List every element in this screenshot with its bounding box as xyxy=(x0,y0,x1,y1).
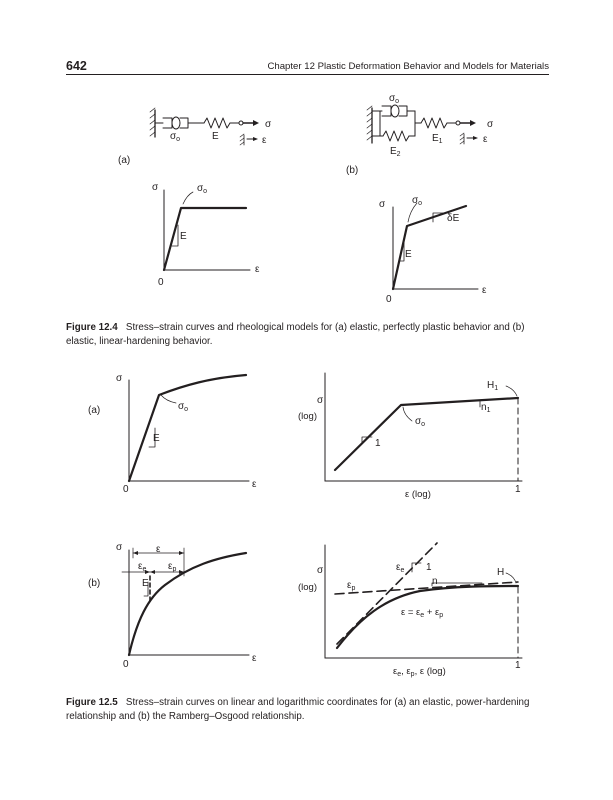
fig12-4a-y-axis: σ xyxy=(152,182,159,193)
figure-12-4-label: Figure 12.4 xyxy=(66,322,118,333)
fig12-5b-lin-eps-total: ε xyxy=(156,544,161,555)
fig12-4b-panel-label: (b) xyxy=(346,165,359,176)
page-number: 642 xyxy=(66,59,87,73)
fig12-4b-model-e2: $E_2$ xyxy=(390,146,401,158)
figure-12-4-caption xyxy=(66,321,556,348)
fig12-4b-origin: 0 xyxy=(386,294,392,305)
fig12-5b-log-n: n xyxy=(432,576,438,587)
fig12-5a-row-label: (a) xyxy=(88,405,101,416)
fig12-5b-lin-eps-p: $\varepsilon_p$ xyxy=(168,561,177,573)
fig12-4a-model-modulus: E xyxy=(212,131,219,142)
fig12-4b-plot xyxy=(393,203,478,289)
fig12-5b-log-x-axis: $\varepsilon_e$, $\varepsilon_p$, ε (log) xyxy=(393,666,446,678)
figure-12-4-caption-text: Stress–strain curves and rheological models for (a) elastic, perfectly plastic behavior and (b) elastic, linear-hardening behavior. xyxy=(66,322,525,347)
fig12-5a-log-h: $H_1$ xyxy=(487,380,499,392)
fig12-5a-lin-slope: E xyxy=(153,433,160,444)
fig12-5a-log-slope-unit: 1 xyxy=(375,438,381,449)
fig12-5b-lin-eps-e: $\varepsilon_e$ xyxy=(138,561,147,573)
fig12-4b-model-strain: ε xyxy=(483,134,488,145)
fig12-4b-rheological-model xyxy=(367,105,478,144)
fig12-4a-origin: 0 xyxy=(158,277,164,288)
fig12-4a-slope: E xyxy=(180,231,187,242)
fig12-5b-log-eps-p: $\varepsilon_p$ xyxy=(347,580,356,592)
fig12-5a-log-x-axis: ε (log) xyxy=(405,489,431,500)
fig12-5b-log-y-axis-sub: (log) xyxy=(298,582,318,593)
fig12-5b-lin-x-axis: ε xyxy=(252,653,257,664)
fig12-5b-log-unit: 1 xyxy=(426,562,432,573)
fig12-5b-lin-slope: E xyxy=(142,578,149,589)
fig12-5b-lin-origin: 0 xyxy=(123,659,129,670)
fig12-5b-log-relation: $\varepsilon = \varepsilon_e + \varepsilon_p$ xyxy=(401,607,444,619)
fig12-5a-lin-origin: 0 xyxy=(123,484,129,495)
fig12-4b-model-e1: $E_1$ xyxy=(432,133,443,145)
fig12-4a-model-stress: σ xyxy=(265,119,272,130)
fig12-5b-log-x-end: 1 xyxy=(515,660,521,671)
figure-12-5-caption xyxy=(66,696,556,723)
fig12-4b-hardening-slope: δE xyxy=(447,213,460,224)
fig12-4b-yield: $\sigma_o$ xyxy=(412,195,423,207)
fig12-4a-plot xyxy=(164,190,250,270)
fig12-4a-model-yield: $\sigma_o$ xyxy=(170,131,181,143)
fig12-4b-x-axis: ε xyxy=(482,285,487,296)
fig12-5a-lin-y-axis: σ xyxy=(116,373,123,384)
fig12-4b-model-stress: σ xyxy=(487,119,494,130)
fig12-4a-rheological-model xyxy=(150,108,259,145)
fig12-5a-log-x-end: 1 xyxy=(515,484,521,495)
fig12-4a-panel-label: (a) xyxy=(118,155,131,166)
fig12-5b-lin-y-axis: σ xyxy=(116,542,123,553)
figure-12-5-caption-text: Stress–strain curves on linear and logarithmic coordinates for (a) an elastic, power-hardening relationship and (b) the Ramberg–Osgood relationship. xyxy=(66,697,530,722)
fig12-4a-x-axis: ε xyxy=(255,264,260,275)
fig12-5b-log-eps-e: $\varepsilon_e$ xyxy=(396,562,405,574)
fig12-5b-log-plot xyxy=(325,543,522,658)
fig12-5a-log-yield: $\sigma_o$ xyxy=(415,416,426,428)
fig12-4a-model-strain: ε xyxy=(262,135,267,146)
figure-12-5-label: Figure 12.5 xyxy=(66,697,118,708)
fig12-5b-row-label: (b) xyxy=(88,578,101,589)
fig12-5a-log-n: $n_1$ xyxy=(481,402,491,414)
fig12-4a-yield: $\sigma_o$ xyxy=(197,183,208,195)
fig12-5b-log-y-axis: σ xyxy=(317,565,324,576)
fig12-4b-model-yield: $\sigma_o$ xyxy=(389,93,400,105)
fig12-5a-linear-plot xyxy=(129,375,249,481)
fig12-5a-lin-x-axis: ε xyxy=(252,479,257,490)
fig12-4b-slope: E xyxy=(405,249,412,260)
running-header: Chapter 12 Plastic Deformation Behavior and Models for Materials xyxy=(267,61,549,72)
fig12-5a-log-y-axis: σ xyxy=(317,395,324,406)
fig12-5b-log-h: H xyxy=(497,567,505,578)
fig12-5a-lin-yield: $\sigma_o$ xyxy=(178,401,189,413)
fig12-4b-y-axis: σ xyxy=(379,199,386,210)
fig12-5a-log-y-axis-sub: (log) xyxy=(298,411,318,422)
